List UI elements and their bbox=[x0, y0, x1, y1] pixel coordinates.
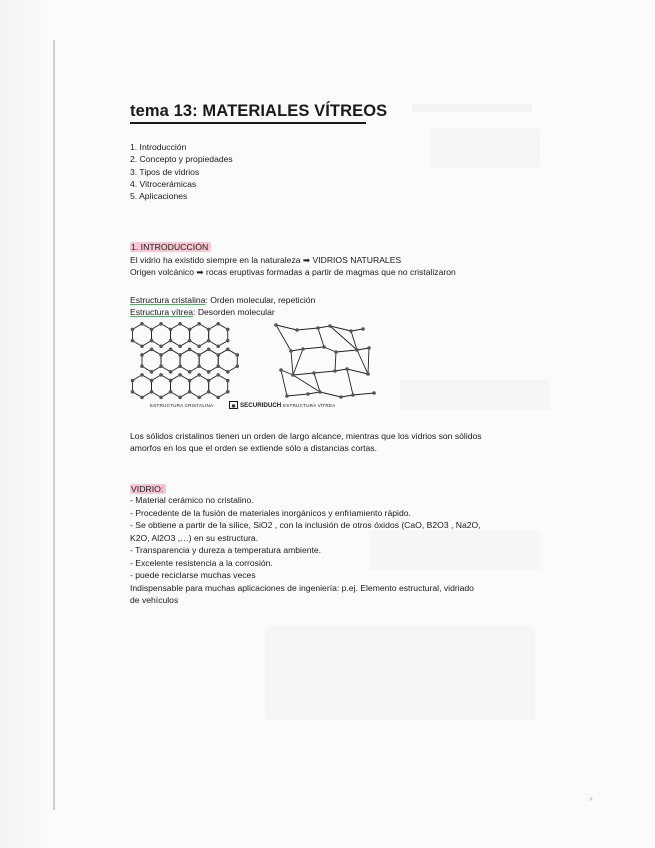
atom-dot bbox=[159, 322, 163, 326]
atom-dot bbox=[188, 328, 192, 332]
watermark-logo bbox=[229, 401, 281, 409]
comparison-line: Los sólidos cristalinos tienen un orden de largo alcance, mientras que los vidrios son sólidos bbox=[130, 431, 482, 441]
atom-dot bbox=[169, 328, 173, 332]
atom-dot bbox=[216, 344, 220, 348]
atom-dot bbox=[131, 339, 135, 343]
bond-line bbox=[291, 351, 293, 375]
atom-dot bbox=[216, 353, 220, 357]
atom-dot bbox=[216, 373, 220, 377]
bond-line bbox=[276, 325, 291, 351]
bond-line bbox=[335, 369, 347, 371]
atom-dot bbox=[328, 324, 332, 328]
atom-dot bbox=[333, 369, 337, 373]
atom-dot bbox=[291, 373, 295, 377]
atom-dot bbox=[235, 364, 239, 368]
atom-dot bbox=[349, 329, 353, 333]
atom-dot bbox=[197, 353, 201, 357]
bond-line bbox=[341, 395, 353, 397]
atom-dot bbox=[274, 323, 278, 327]
section-heading-introduccion: 1. INTRODUCCIÓN bbox=[130, 242, 211, 252]
atom-dot bbox=[226, 348, 230, 352]
atom-dot bbox=[159, 344, 163, 348]
vitrea-text: : Desorden molecular bbox=[193, 307, 275, 317]
watermark-icon: ▣ bbox=[229, 401, 238, 409]
toc-item: 4. Vitrocerámicas bbox=[130, 178, 197, 189]
bond-line bbox=[293, 349, 303, 375]
atom-dot bbox=[188, 379, 192, 383]
toc-item: 2. Concepto y propiedades bbox=[130, 154, 233, 165]
atom-dot bbox=[367, 346, 371, 350]
bond-line bbox=[357, 348, 369, 350]
atom-dot bbox=[372, 391, 376, 395]
atom-dot bbox=[322, 345, 326, 349]
bond-line bbox=[293, 373, 314, 375]
atom-dot bbox=[169, 348, 173, 352]
bond-line bbox=[281, 370, 287, 396]
atom-dot bbox=[361, 327, 365, 331]
bond-line bbox=[357, 350, 368, 374]
atom-dot bbox=[169, 390, 173, 394]
toc-item: 3. Tipos de vidrios bbox=[130, 166, 200, 177]
structure-diagram bbox=[130, 322, 380, 404]
list-item: - Procedente de la fusión de materiales inorgánicos y enfriamiento rápido. bbox=[130, 507, 411, 518]
atom-dot bbox=[178, 353, 182, 357]
bond-line bbox=[318, 328, 324, 347]
atom-dot bbox=[178, 396, 182, 400]
atom-dot bbox=[159, 373, 163, 377]
bond-line bbox=[293, 375, 320, 392]
caption-vitrea: ESTRUCTURA VÍTREA bbox=[283, 403, 336, 408]
page-title: tema 13: MATERIALES VÍTREOS bbox=[130, 102, 388, 120]
bond-line bbox=[368, 348, 369, 374]
section-heading-vidrio: VIDRIO: bbox=[130, 484, 166, 494]
atom-dot bbox=[207, 339, 211, 343]
atom-dot bbox=[140, 344, 144, 348]
atom-dot bbox=[169, 379, 173, 383]
atom-dot bbox=[216, 364, 220, 368]
atom-dot bbox=[301, 347, 305, 351]
atom-dot bbox=[159, 364, 163, 368]
bond-line bbox=[324, 347, 336, 352]
atom-dot bbox=[226, 379, 230, 383]
atom-dot bbox=[150, 390, 154, 394]
comparison-line: amorfos en los que el orden se extiende sólo a distancias cortas. bbox=[130, 443, 377, 453]
atom-dot bbox=[178, 364, 182, 368]
atom-dot bbox=[150, 339, 154, 343]
atom-dot bbox=[178, 373, 182, 377]
toc-item: 1. Introducción bbox=[130, 142, 187, 152]
list-item: Indispensable para muchas aplicaciones de ingeniería: p.ej. Elemento estructural, vidriado bbox=[130, 582, 474, 593]
atom-dot bbox=[339, 395, 343, 399]
bond-line bbox=[353, 393, 374, 395]
atom-dot bbox=[178, 322, 182, 326]
vidrio-properties-list bbox=[130, 494, 481, 607]
atom-dot bbox=[345, 367, 349, 371]
atom-dot bbox=[226, 328, 230, 332]
bond-line bbox=[303, 347, 324, 349]
bond-line bbox=[276, 325, 297, 330]
bond-line bbox=[335, 352, 336, 371]
title-underline bbox=[130, 122, 366, 124]
atom-dot bbox=[150, 379, 154, 383]
atom-dot bbox=[150, 348, 154, 352]
atom-dot bbox=[169, 339, 173, 343]
list-item: - Se obtiene a partir de la sílice, SiO2 , con la inclusión de otros óxidos (CaO, B2O3 , Na2O, bbox=[130, 520, 481, 530]
atom-dot bbox=[188, 370, 192, 374]
atom-dot bbox=[226, 370, 230, 374]
list-item: - Material cerámico no cristalino. bbox=[130, 495, 254, 505]
vitreous-network bbox=[274, 323, 376, 399]
atom-dot bbox=[197, 364, 201, 368]
atom-dot bbox=[355, 348, 359, 352]
atom-dot bbox=[207, 379, 211, 383]
list-item: de vehículos bbox=[130, 595, 179, 605]
atom-dot bbox=[159, 353, 163, 357]
atom-dot bbox=[226, 390, 230, 394]
bond-line bbox=[308, 392, 320, 394]
atom-dot bbox=[197, 344, 201, 348]
cristalina-text: : Orden molecular, repetición bbox=[205, 295, 316, 305]
atom-dot bbox=[312, 371, 316, 375]
atom-dot bbox=[140, 364, 144, 368]
atom-dot bbox=[140, 353, 144, 357]
list-item: - puede reciclarse muchas veces bbox=[130, 570, 256, 580]
atom-dot bbox=[285, 394, 289, 398]
atom-dot bbox=[140, 373, 144, 377]
caption-cristalina: ESTRUCTURA CRISTALINA bbox=[150, 403, 214, 408]
atom-dot bbox=[207, 348, 211, 352]
vitrea-label: Estructura vítrea bbox=[130, 307, 194, 317]
atom-dot bbox=[140, 322, 144, 326]
atom-dot bbox=[178, 344, 182, 348]
bond-line bbox=[347, 369, 353, 395]
atom-dot bbox=[131, 390, 135, 394]
pencil-mark: ⸝ bbox=[589, 793, 593, 802]
atom-dot bbox=[188, 339, 192, 343]
atom-dot bbox=[188, 348, 192, 352]
list-item: - Excelente resistencia a la corrosión. bbox=[130, 557, 273, 568]
atom-dot bbox=[207, 370, 211, 374]
atom-dot bbox=[295, 328, 299, 332]
atom-dot bbox=[131, 379, 135, 383]
bond-line bbox=[287, 394, 308, 396]
atom-dot bbox=[131, 328, 135, 332]
atom-dot bbox=[197, 396, 201, 400]
table-of-contents bbox=[130, 141, 233, 202]
watermark-text: SECURIDUCH bbox=[240, 401, 282, 409]
atom-dot bbox=[159, 396, 163, 400]
atom-dot bbox=[226, 339, 230, 343]
bond-line bbox=[351, 329, 363, 331]
scan-binding-line bbox=[53, 40, 55, 810]
atom-dot bbox=[351, 393, 355, 397]
atom-dot bbox=[216, 396, 220, 400]
bond-line bbox=[318, 326, 330, 328]
atom-dot bbox=[318, 390, 322, 394]
scan-margin bbox=[0, 0, 48, 848]
atom-dot bbox=[197, 373, 201, 377]
atom-dot bbox=[150, 328, 154, 332]
bond-line bbox=[347, 369, 368, 374]
crystalline-lattice bbox=[131, 322, 239, 399]
atom-dot bbox=[188, 390, 192, 394]
bond-line bbox=[291, 349, 303, 351]
bond-line bbox=[297, 328, 318, 330]
intro-line: Origen volcánico ➡ rocas eruptivas formadas a partir de magmas que no cristalizaron bbox=[130, 267, 456, 277]
structure-cristalina-line bbox=[130, 294, 315, 306]
atom-dot bbox=[150, 370, 154, 374]
bond-line bbox=[314, 371, 335, 373]
list-item: - Transparencia y dureza a temperatura ambiente. bbox=[130, 545, 322, 555]
atom-dot bbox=[334, 350, 338, 354]
bond-line bbox=[336, 350, 357, 352]
atom-dot bbox=[289, 349, 293, 353]
atom-dot bbox=[216, 322, 220, 326]
cristalina-label: Estructura cristalina bbox=[130, 295, 206, 305]
toc-item: 5. Aplicaciones bbox=[130, 191, 188, 202]
list-item: K2O, Al2O3 ,…) en su estructura. bbox=[130, 532, 259, 543]
atom-dot bbox=[235, 353, 239, 357]
atom-dot bbox=[316, 326, 320, 330]
bond-line bbox=[281, 370, 293, 375]
atom-dot bbox=[140, 396, 144, 400]
structure-vitrea-line bbox=[130, 306, 275, 318]
atom-dot bbox=[366, 372, 370, 376]
document-page bbox=[130, 0, 570, 848]
atom-dot bbox=[279, 368, 283, 372]
atom-dot bbox=[207, 328, 211, 332]
atom-dot bbox=[169, 370, 173, 374]
atom-dot bbox=[197, 322, 201, 326]
atom-dot bbox=[207, 390, 211, 394]
bond-line bbox=[320, 392, 341, 397]
atom-dot bbox=[306, 392, 310, 396]
intro-line: El vidrio ha existido siempre en la naturaleza ➡ VIDRIOS NATURALES bbox=[130, 255, 402, 265]
